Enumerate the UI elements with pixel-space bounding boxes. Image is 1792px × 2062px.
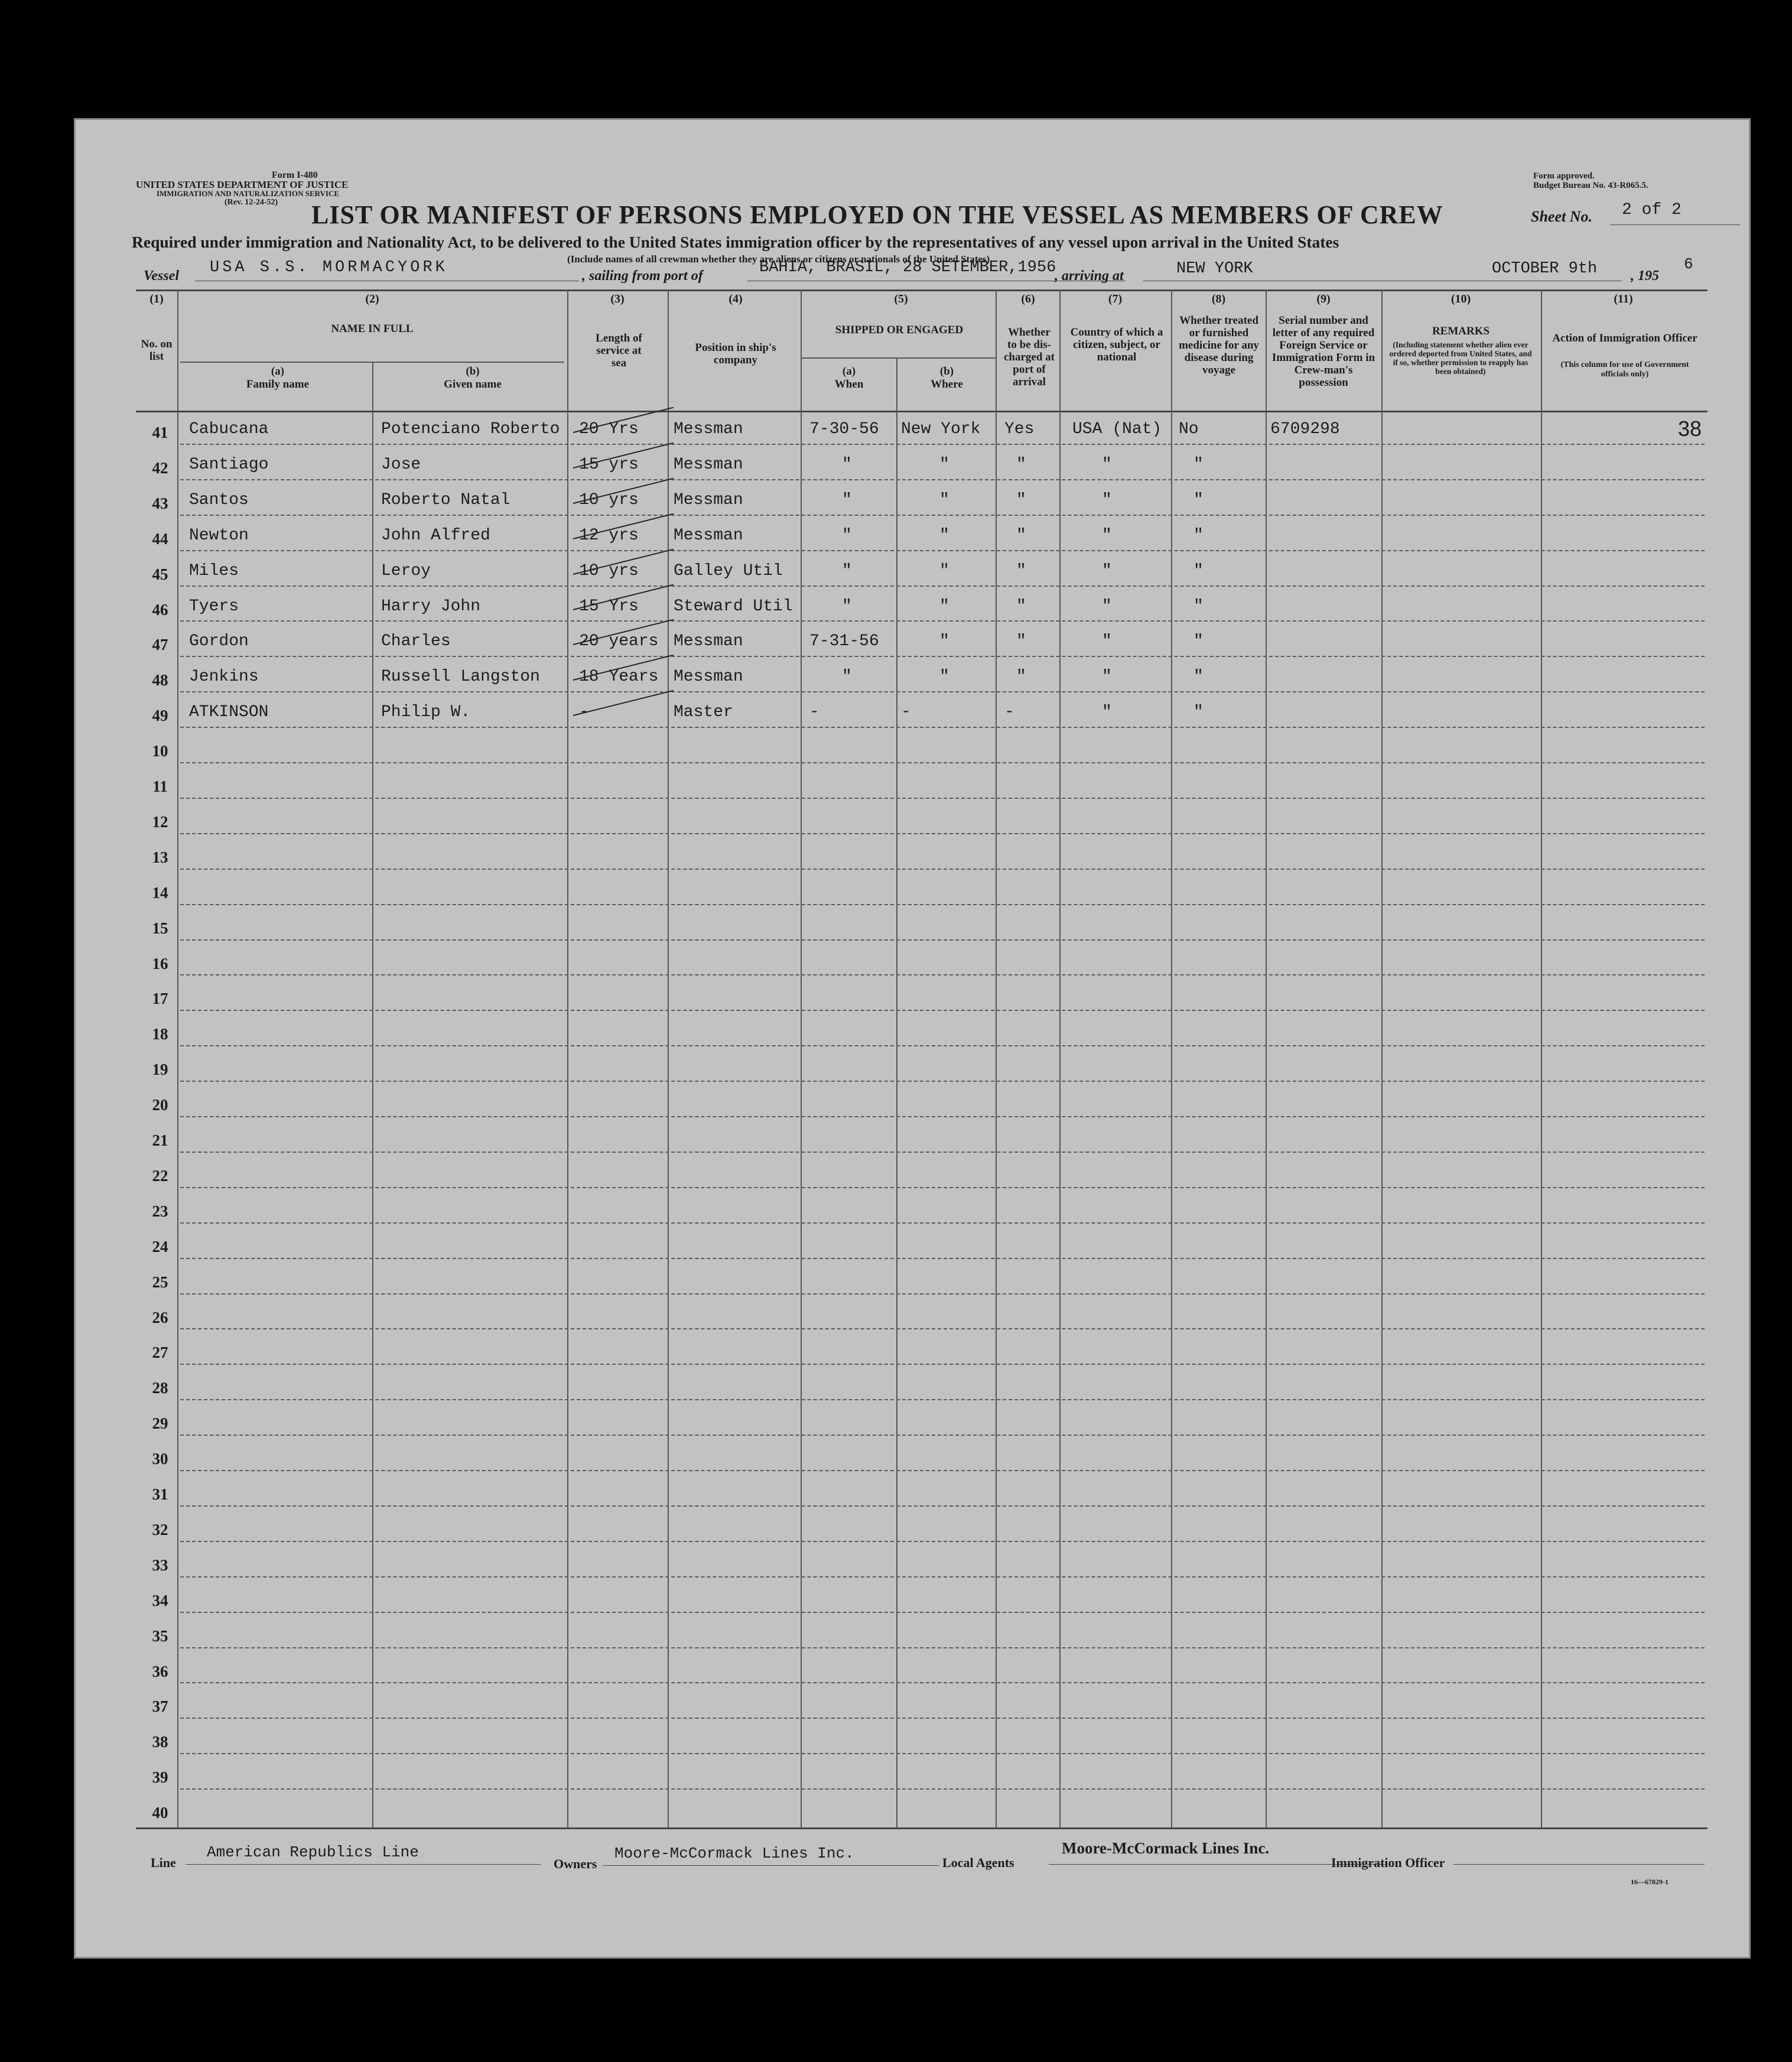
col7-number: (7) bbox=[1108, 292, 1123, 305]
country: " bbox=[1102, 490, 1112, 509]
treated: " bbox=[1193, 561, 1204, 580]
row-separator bbox=[180, 939, 1705, 941]
line-value: American Republics Line bbox=[207, 1843, 419, 1861]
row-separator bbox=[180, 1010, 1705, 1011]
service-length: 20 years bbox=[579, 632, 659, 651]
row-number: 18 bbox=[152, 1025, 168, 1043]
col2a-number: (a) bbox=[271, 365, 285, 378]
given-name: Charles bbox=[381, 632, 451, 651]
col9-header: Serial number and letter of any required Foreign Service or Immigration Form in Crew-man's possession bbox=[1271, 314, 1375, 389]
row-number: 32 bbox=[152, 1520, 168, 1539]
col2b-header: Given name bbox=[444, 378, 502, 391]
row-separator bbox=[180, 762, 1705, 763]
row-separator bbox=[180, 1682, 1705, 1683]
shipped-when: 7-30-56 bbox=[809, 420, 879, 438]
row-separator bbox=[180, 1647, 1705, 1648]
col3-header: Length of service at sea bbox=[596, 332, 642, 369]
given-name: Roberto Natal bbox=[381, 490, 510, 509]
given-name: Philip W. bbox=[381, 703, 471, 722]
officer-label: Immigration Officer bbox=[1331, 1855, 1445, 1870]
position: Galley Util bbox=[674, 561, 783, 580]
country: " bbox=[1102, 632, 1112, 651]
country: " bbox=[1102, 561, 1112, 580]
row-number: 27 bbox=[152, 1344, 168, 1362]
col3-number: (3) bbox=[610, 292, 625, 305]
row-number: 24 bbox=[152, 1237, 168, 1256]
include-note: (Include names of all crewman whether they are aliens or citizens or nationals of the United States) bbox=[567, 253, 990, 265]
shipped-where: - bbox=[901, 703, 911, 722]
shipped-when: " bbox=[842, 490, 852, 509]
row-separator bbox=[180, 904, 1705, 905]
row-separator bbox=[180, 1753, 1705, 1754]
discharged: " bbox=[1016, 490, 1026, 509]
row-separator bbox=[180, 1364, 1705, 1365]
vessel-label: Vessel bbox=[144, 268, 179, 284]
shipped-where: " bbox=[939, 632, 949, 651]
col4-number: (4) bbox=[728, 292, 743, 305]
row-number: 21 bbox=[152, 1131, 168, 1149]
row-number: 33 bbox=[152, 1556, 168, 1574]
shipped-where: " bbox=[939, 668, 949, 687]
given-name: Russell Langston bbox=[381, 668, 540, 687]
form-id: Form I-480 bbox=[272, 170, 318, 180]
position: Messman bbox=[674, 490, 743, 509]
country: USA (Nat) bbox=[1072, 420, 1162, 438]
vessel-value: USA S.S. MORMACYORK bbox=[210, 259, 448, 277]
immigration-action: 38 bbox=[1678, 417, 1702, 441]
row-separator bbox=[180, 656, 1705, 657]
row-separator bbox=[180, 1328, 1705, 1329]
form-title: LIST OR MANIFEST OF PERSONS EMPLOYED ON THE VESSEL AS MEMBERS OF CREW bbox=[311, 200, 1443, 229]
col5-number: (5) bbox=[894, 292, 908, 305]
row-separator bbox=[180, 1541, 1705, 1542]
department: UNITED STATES DEPARTMENT OF JUSTICE bbox=[136, 179, 349, 190]
row-separator bbox=[180, 1576, 1705, 1578]
row-number: 38 bbox=[152, 1733, 168, 1751]
col8-header: Whether treated or furnished medicine for any disease during voyage bbox=[1179, 314, 1259, 376]
discharged: " bbox=[1016, 597, 1026, 616]
row-separator bbox=[180, 1718, 1705, 1719]
family-name: Newton bbox=[189, 526, 249, 545]
treated: " bbox=[1193, 668, 1204, 687]
service-length: 12 yrs bbox=[579, 526, 639, 545]
service-length: 15 Yrs bbox=[579, 597, 639, 616]
sailing-label: , sailing from port of bbox=[582, 268, 703, 284]
shipped-where: " bbox=[939, 490, 949, 509]
row-separator bbox=[180, 1470, 1705, 1471]
col11-note: (This column for use of Government officials only) bbox=[1560, 360, 1689, 379]
country: " bbox=[1102, 526, 1112, 545]
row-number: 40 bbox=[152, 1804, 168, 1822]
arrival-date: OCTOBER 9th bbox=[1492, 260, 1598, 278]
row-number: 10 bbox=[152, 742, 168, 760]
service: IMMIGRATION AND NATURALIZATION SERVICE bbox=[157, 189, 340, 198]
row-number: 34 bbox=[152, 1591, 168, 1609]
row-number: 22 bbox=[152, 1166, 168, 1185]
serial-number: 6709298 bbox=[1270, 420, 1340, 438]
family-name: Jenkins bbox=[189, 668, 259, 687]
col7-header: Country of which a citizen, subject, or national bbox=[1070, 326, 1163, 363]
row-number: 41 bbox=[152, 424, 168, 441]
row-number: 17 bbox=[152, 990, 168, 1008]
treated: No bbox=[1179, 420, 1199, 438]
discharged: " bbox=[1016, 455, 1026, 474]
family-name: Santiago bbox=[189, 455, 269, 474]
sheet-number-value: 2 of 2 bbox=[1622, 201, 1682, 219]
row-separator bbox=[180, 1222, 1705, 1224]
row-separator bbox=[180, 515, 1705, 516]
position: Steward Util bbox=[674, 597, 793, 616]
shipped-where: " bbox=[939, 455, 949, 474]
service-length: 20 Yrs bbox=[579, 420, 639, 438]
family-name: ATKINSON bbox=[189, 703, 269, 722]
row-number: 36 bbox=[152, 1662, 168, 1680]
shipped-when: " bbox=[842, 561, 852, 580]
col1-number: (1) bbox=[149, 292, 164, 305]
treated: " bbox=[1193, 490, 1204, 509]
row-number: 12 bbox=[152, 812, 168, 831]
col9-number: (9) bbox=[1316, 292, 1331, 305]
family-name: Tyers bbox=[189, 597, 239, 616]
row-number: 47 bbox=[152, 636, 168, 654]
row-separator bbox=[180, 974, 1705, 975]
row-number: 42 bbox=[152, 458, 168, 477]
country: " bbox=[1102, 668, 1112, 687]
row-separator bbox=[180, 1505, 1705, 1507]
col6-header: Whether to be dis-charged at port of arrival bbox=[1003, 326, 1055, 388]
owners-value: Moore-McCormack Lines Inc. bbox=[614, 1845, 854, 1862]
row-number: 25 bbox=[152, 1273, 168, 1291]
shipped-where: " bbox=[939, 526, 949, 545]
revision: (Rev. 12-24-52) bbox=[225, 198, 278, 207]
shipped-where: " bbox=[939, 597, 949, 616]
shipped-when: - bbox=[809, 703, 819, 722]
row-number: 44 bbox=[152, 529, 168, 548]
treated: " bbox=[1193, 632, 1204, 651]
given-name: Jose bbox=[381, 455, 421, 474]
col2-header: NAME IN FULL bbox=[331, 323, 414, 335]
row-number: 14 bbox=[152, 883, 168, 902]
row-number: 26 bbox=[152, 1308, 168, 1326]
year-prefix: , 195 bbox=[1631, 268, 1659, 284]
family-name: Miles bbox=[189, 561, 239, 580]
row-number: 19 bbox=[152, 1061, 168, 1079]
col10-note: (Including statement whether alien ever ordered deported from United States, and if so, whether permission to reapply has been obtained) bbox=[1389, 340, 1532, 376]
col2b-number: (b) bbox=[466, 365, 480, 378]
row-number: 23 bbox=[152, 1202, 168, 1220]
row-separator bbox=[180, 1435, 1705, 1436]
col11-header: Action of Immigration Officer bbox=[1552, 332, 1697, 344]
col5b-number: (b) bbox=[939, 365, 954, 378]
row-separator bbox=[180, 869, 1705, 870]
service-length: 10 yrs bbox=[579, 561, 639, 580]
row-number: 28 bbox=[152, 1379, 168, 1397]
discharged: " bbox=[1016, 632, 1026, 651]
country: " bbox=[1102, 703, 1112, 722]
col10-number: (10) bbox=[1450, 292, 1471, 305]
family-name: Cabucana bbox=[189, 420, 269, 438]
approval-line-1: Form approved. bbox=[1533, 171, 1595, 181]
row-separator bbox=[180, 1258, 1705, 1259]
col4-header: Position in ship's company bbox=[695, 342, 776, 366]
row-number: 48 bbox=[152, 671, 168, 689]
row-number: 49 bbox=[152, 707, 168, 725]
col11-number: (11) bbox=[1614, 292, 1633, 305]
row-number: 39 bbox=[152, 1768, 168, 1787]
row-separator bbox=[180, 798, 1705, 799]
approval-line-2: Budget Bureau No. 43-R065.5. bbox=[1533, 181, 1648, 190]
row-separator bbox=[180, 550, 1705, 551]
treated: " bbox=[1193, 455, 1204, 474]
row-separator bbox=[180, 1612, 1705, 1613]
service-length: - bbox=[579, 703, 589, 722]
col5b-header: Where bbox=[931, 378, 963, 391]
given-name: Potenciano Roberto bbox=[381, 420, 560, 438]
row-number: 31 bbox=[152, 1485, 168, 1503]
row-number: 43 bbox=[152, 494, 168, 512]
row-number: 15 bbox=[152, 919, 168, 937]
family-name: Santos bbox=[189, 490, 249, 509]
service-length: 10 yrs bbox=[579, 490, 639, 509]
service-length: 18 Years bbox=[579, 668, 659, 687]
agents-value: Moore-McCormack Lines Inc. bbox=[1062, 1839, 1270, 1857]
row-number: 37 bbox=[152, 1697, 168, 1716]
row-separator bbox=[180, 1293, 1705, 1295]
row-separator bbox=[180, 479, 1705, 480]
sailing-value: BAHIA, BRASIL, 28 SETEMBER,1956 bbox=[759, 259, 1056, 277]
country: " bbox=[1102, 597, 1112, 616]
discharged: " bbox=[1016, 561, 1026, 580]
row-separator bbox=[180, 691, 1705, 692]
agents-label: Local Agents bbox=[942, 1855, 1014, 1870]
row-separator bbox=[180, 586, 1705, 587]
position: Messman bbox=[674, 455, 743, 474]
col5a-header: When bbox=[834, 378, 864, 391]
row-separator bbox=[180, 1081, 1705, 1082]
shipped-when: " bbox=[842, 455, 852, 474]
row-number: 35 bbox=[152, 1627, 168, 1645]
service-length: 15 yrs bbox=[579, 455, 639, 474]
given-name: Leroy bbox=[381, 561, 431, 580]
position: Master bbox=[674, 703, 733, 722]
col2-number: (2) bbox=[365, 292, 379, 305]
arriving-value: NEW YORK bbox=[1176, 260, 1253, 278]
row-separator bbox=[180, 620, 1705, 622]
year-suffix: 6 bbox=[1684, 255, 1693, 273]
treated: " bbox=[1193, 526, 1204, 545]
footer-code: 16—67829-1 bbox=[1631, 1878, 1669, 1886]
discharged: Yes bbox=[1004, 420, 1035, 438]
shipped-where: New York bbox=[901, 420, 981, 438]
row-number: 29 bbox=[152, 1414, 168, 1433]
shipped-when: " bbox=[842, 668, 852, 687]
row-number: 46 bbox=[152, 600, 168, 619]
row-separator bbox=[180, 1788, 1705, 1790]
row-separator bbox=[180, 1116, 1705, 1117]
row-number: 45 bbox=[152, 565, 168, 583]
country: " bbox=[1102, 455, 1112, 474]
row-separator bbox=[180, 727, 1705, 728]
discharged: " bbox=[1016, 668, 1026, 687]
row-separator bbox=[180, 833, 1705, 834]
family-name: Gordon bbox=[189, 632, 249, 651]
given-name: John Alfred bbox=[381, 526, 490, 545]
row-separator bbox=[180, 1045, 1705, 1046]
col8-number: (8) bbox=[1211, 292, 1226, 305]
position: Messman bbox=[674, 668, 743, 687]
shipped-when: " bbox=[842, 526, 852, 545]
owners-label: Owners bbox=[554, 1856, 597, 1871]
discharged: " bbox=[1016, 526, 1026, 545]
position: Messman bbox=[674, 420, 743, 438]
shipped-when: " bbox=[842, 597, 852, 616]
treated: " bbox=[1193, 703, 1204, 722]
shipped-when: 7-31-56 bbox=[809, 632, 879, 651]
row-number: 20 bbox=[152, 1096, 168, 1114]
sheet-number-label: Sheet No. bbox=[1531, 208, 1592, 225]
line-label: Line bbox=[151, 1855, 176, 1870]
row-separator bbox=[180, 444, 1705, 445]
treated: " bbox=[1193, 597, 1204, 616]
position: Messman bbox=[674, 526, 743, 545]
row-number: 11 bbox=[152, 778, 168, 795]
col10-header: REMARKS bbox=[1432, 325, 1490, 337]
row-number: 16 bbox=[152, 954, 168, 973]
shipped-where: " bbox=[939, 561, 949, 580]
col6-number: (6) bbox=[1021, 292, 1035, 305]
given-name: Harry John bbox=[381, 597, 481, 616]
form-subtitle: Required under immigration and Nationality Act, to be delivered to the United States immigration officer by the representatives of any vessel upon arrival in the United States bbox=[132, 233, 1339, 251]
col5-header: SHIPPED OR ENGAGED bbox=[835, 324, 964, 336]
row-number: 13 bbox=[152, 848, 168, 866]
arriving-label: , arriving at bbox=[1055, 268, 1124, 284]
col5a-number: (a) bbox=[842, 365, 856, 378]
col2a-header: Family name bbox=[246, 378, 310, 391]
manifest-sheet bbox=[74, 118, 1751, 1959]
position: Messman bbox=[674, 632, 743, 651]
discharged: - bbox=[1004, 703, 1014, 722]
row-separator bbox=[180, 1399, 1705, 1400]
row-separator bbox=[180, 1187, 1705, 1188]
row-separator bbox=[180, 1152, 1705, 1153]
row-number: 30 bbox=[152, 1450, 168, 1468]
col1-header: No. on list bbox=[141, 338, 173, 363]
